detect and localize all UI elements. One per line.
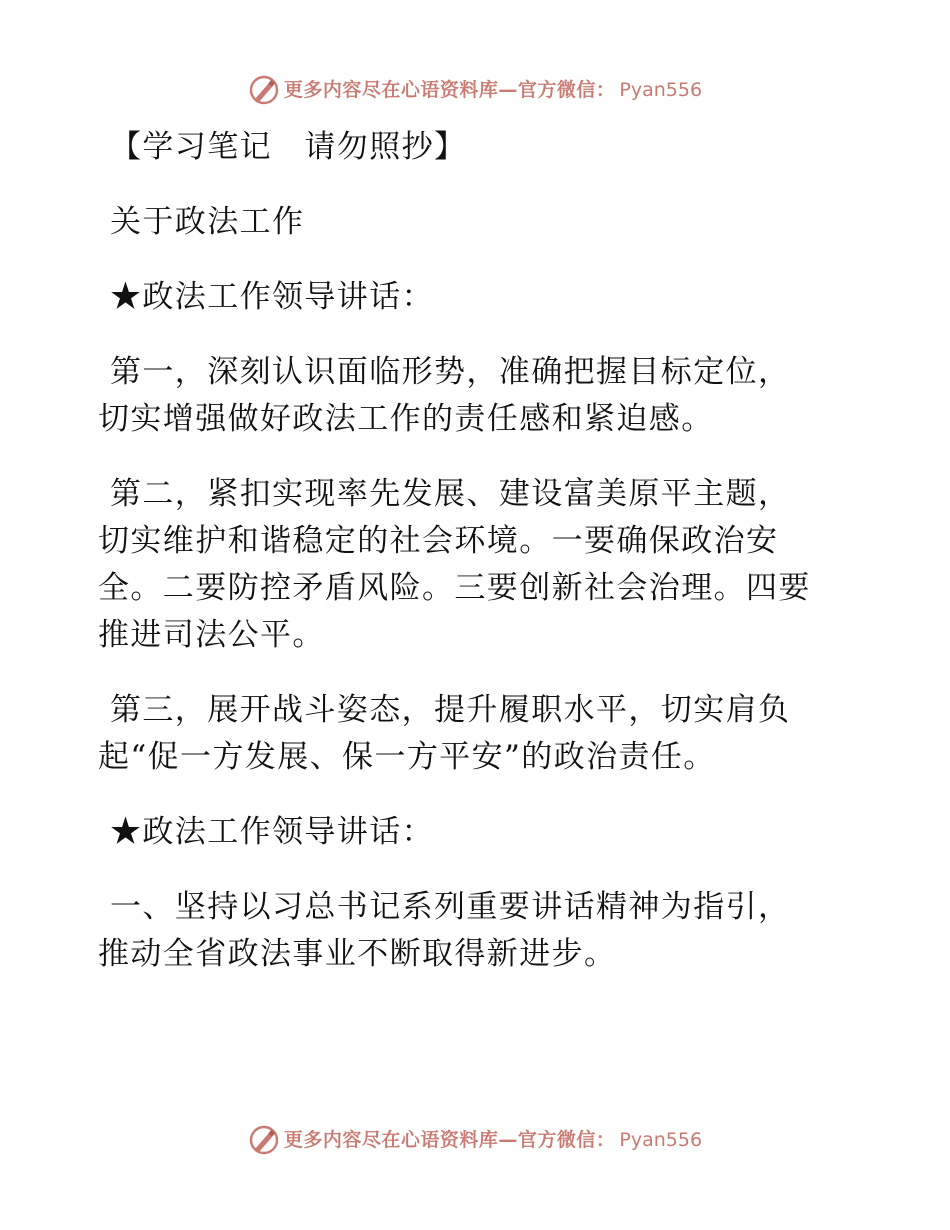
paragraph-line: 推动全省政法事业不断取得新进步。: [98, 936, 617, 972]
document-body: [98, 124, 858, 1006]
paragraph-line: 起“促一方发展、保一方平安”的政治责任。: [98, 739, 716, 775]
watermark-text: 更多内容尽在心语资料库—官方微信：: [283, 1129, 616, 1151]
paragraph-line: 切实增强做好政法工作的责任感和紧迫感。: [98, 401, 714, 437]
paragraph: [98, 349, 858, 443]
paragraph-line: 第一，深刻认识面临形势，准确把握目标定位，: [110, 354, 791, 390]
section-heading: ★政法工作领导讲话：: [110, 279, 434, 315]
watermark-wechat-id: Pyan556: [619, 79, 703, 101]
pen-in-circle-icon: [248, 1124, 280, 1156]
document-subtitle: 关于政法工作: [110, 204, 305, 240]
paragraph: [98, 884, 858, 978]
watermark-text: 更多内容尽在心语资料库—官方微信：: [283, 79, 616, 101]
section-heading: ★政法工作领导讲话：: [110, 814, 434, 850]
paragraph: [98, 687, 858, 781]
paragraph-line: 第三，展开战斗姿态，提升履职水平，切实肩负: [110, 692, 791, 728]
paragraph-line: 切实维护和谐稳定的社会环境。一要确保政治安: [98, 523, 779, 559]
paragraph-line: 推进司法公平。: [98, 617, 325, 653]
watermark-wechat-id: Pyan556: [619, 1129, 703, 1151]
paragraph: [98, 471, 858, 659]
header-watermark: [0, 74, 950, 106]
pen-in-circle-icon: [248, 74, 280, 106]
paragraph-line: 全。二要防控矛盾风险。三要创新社会治理。四要: [98, 570, 811, 606]
paragraph-line: 第二，紧扣实现率先发展、建设富美原平主题，: [110, 476, 791, 512]
paragraph-line: 一、坚持以习总书记系列重要讲话精神为指引，: [110, 889, 791, 925]
footer-watermark: [0, 1124, 950, 1156]
document-title: 【学习笔记 请勿照抄】: [110, 129, 467, 165]
